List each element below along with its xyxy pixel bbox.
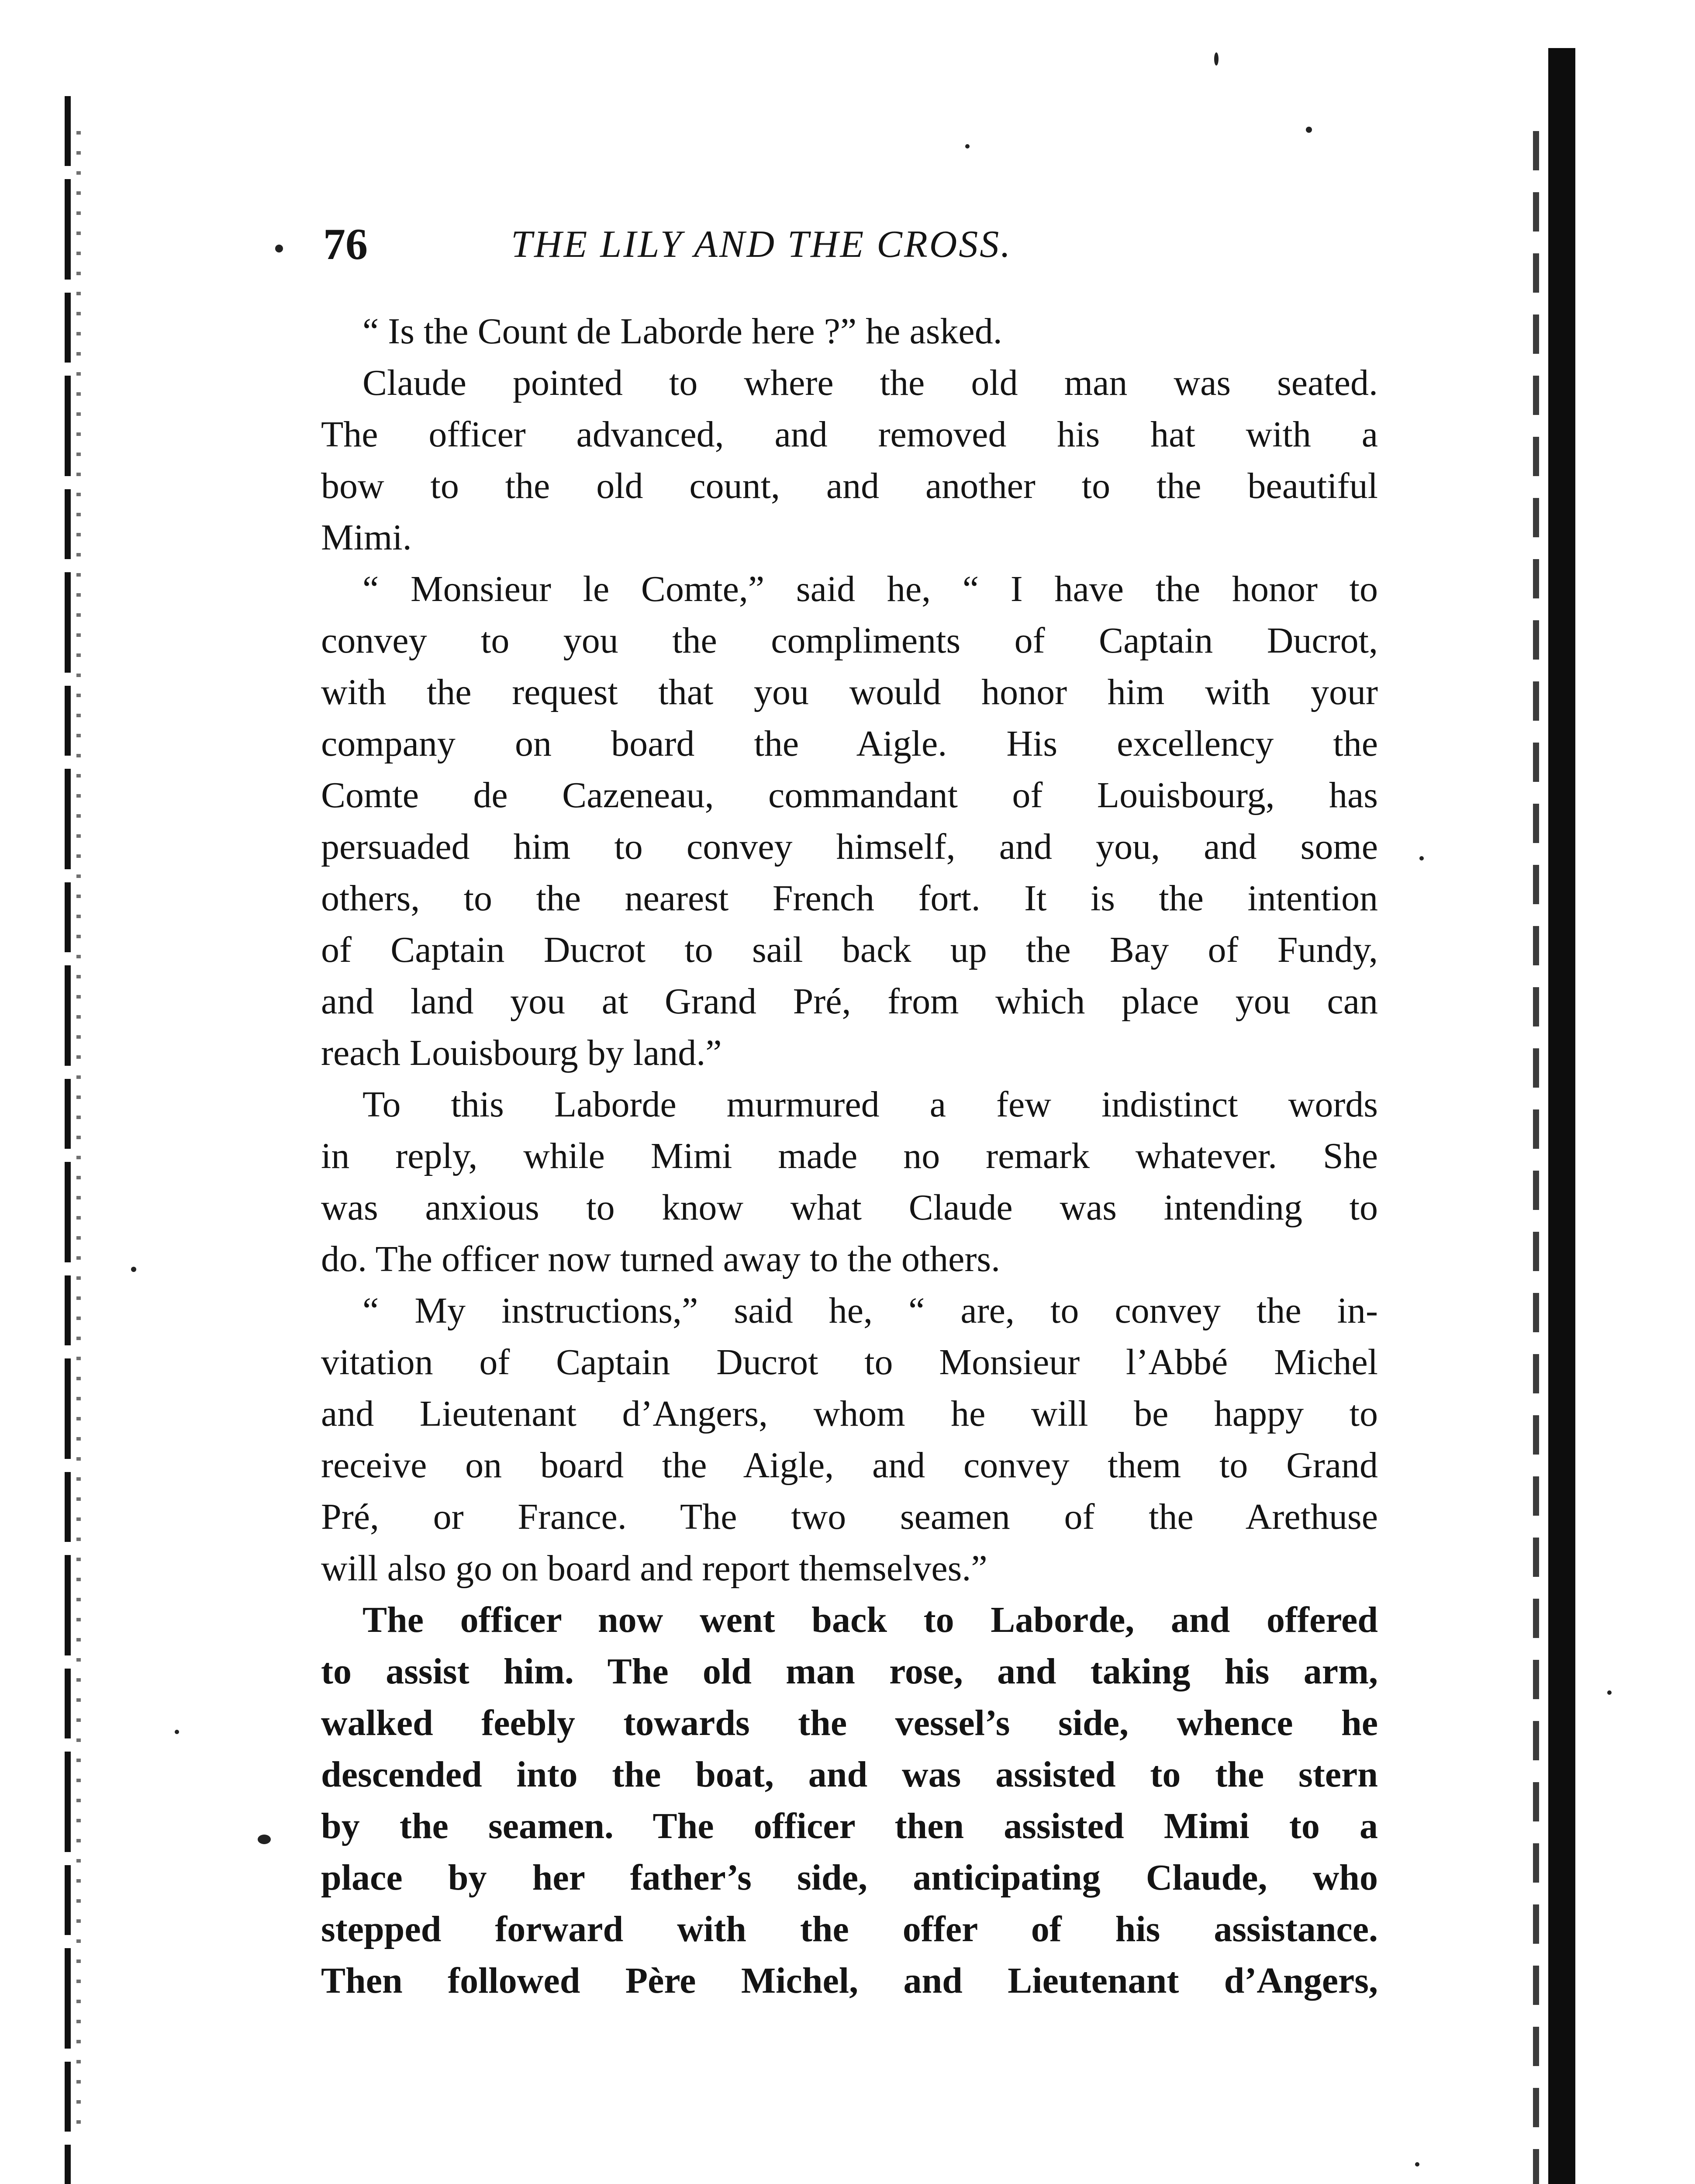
text-line: was anxious to know what Claude was intending to xyxy=(321,1187,1378,1228)
scan-edge-right xyxy=(1548,48,1575,2184)
text-line: “ Is the Count de Laborde here ?” he asked. xyxy=(362,311,1002,352)
text-line: receive on board the Aigle, and convey them to Grand xyxy=(321,1445,1378,1486)
scan-speck xyxy=(1419,856,1424,860)
page-number: 76 xyxy=(323,220,368,269)
text-line: The officer now went back to Laborde, and offered xyxy=(362,1600,1378,1640)
scan-speck xyxy=(1607,1690,1612,1695)
text-line: persuaded him to convey himself, and you, and some xyxy=(321,826,1378,867)
scan-speck xyxy=(275,245,283,252)
text-line: vitation of Captain Ducrot to Monsieur l’Abbé Michel xyxy=(321,1342,1378,1382)
text-line: “ Monsieur le Comte,” said he, “ I have the honor to xyxy=(362,569,1378,609)
scan-edge-right-inner xyxy=(1533,131,1539,2184)
text-line: Then followed Père Michel, and Lieutenant d’Angers, xyxy=(321,1960,1378,2001)
body-text xyxy=(321,306,1378,2007)
scan-speck xyxy=(1415,2162,1419,2167)
text-line: to assist him. The old man rose, and taking his arm, xyxy=(321,1651,1378,1692)
text-line: To this Laborde murmured a few indistinct words xyxy=(362,1084,1378,1125)
text-line: and Lieutenant d’Angers, whom he will be happy to xyxy=(321,1393,1378,1434)
text-line: walked feebly towards the vessel’s side, whence he xyxy=(321,1703,1378,1743)
scan-edge-left-specks xyxy=(76,131,81,2140)
scan-edge-left xyxy=(65,96,71,2184)
text-line: reach Louisbourg by land.” xyxy=(321,1033,722,1073)
text-line: Pré, or France. The two seamen of the Arethuse xyxy=(321,1496,1378,1537)
text-line: descended into the boat, and was assisted to the stern xyxy=(321,1754,1378,1795)
text-line: of Captain Ducrot to sail back up the Bay of Fundy, xyxy=(321,930,1378,970)
text-line: The officer advanced, and removed his hat with a xyxy=(321,414,1378,455)
text-line: bow to the old count, and another to the beautiful xyxy=(321,466,1378,506)
running-title: THE LILY AND THE CROSS. xyxy=(511,223,1012,266)
text-line: will also go on board and report themselves.” xyxy=(321,1548,987,1589)
scan-speck xyxy=(131,1267,136,1272)
text-line: place by her father’s side, anticipating Claude, who xyxy=(321,1857,1378,1898)
text-line: and land you at Grand Pré, from which place you can xyxy=(321,981,1378,1022)
text-line: Comte de Cazeneau, commandant of Louisbourg, has xyxy=(321,775,1378,816)
text-line: convey to you the compliments of Captain Ducrot, xyxy=(321,620,1378,661)
text-line: Mimi. xyxy=(321,517,412,558)
text-line: stepped forward with the offer of his assistance. xyxy=(321,1909,1378,1949)
text-line: others, to the nearest French fort. It is the intention xyxy=(321,878,1378,919)
scan-speck xyxy=(258,1835,271,1844)
text-line: Claude pointed to where the old man was seated. xyxy=(362,363,1378,403)
text-line: with the request that you would honor him with your xyxy=(321,672,1378,712)
scan-speck xyxy=(965,144,970,149)
scan-speck xyxy=(1214,52,1219,66)
scan-speck xyxy=(1306,127,1312,133)
text-line: in reply, while Mimi made no remark whatever. She xyxy=(321,1136,1378,1176)
text-line: “ My instructions,” said he, “ are, to convey the in- xyxy=(362,1290,1378,1331)
text-line: company on board the Aigle. His excellency the xyxy=(321,723,1378,764)
text-line: do. The officer now turned away to the others. xyxy=(321,1239,1001,1279)
scan-speck xyxy=(175,1730,179,1734)
text-line: by the seamen. The officer then assisted Mimi to a xyxy=(321,1806,1378,1846)
running-header xyxy=(306,216,1192,273)
